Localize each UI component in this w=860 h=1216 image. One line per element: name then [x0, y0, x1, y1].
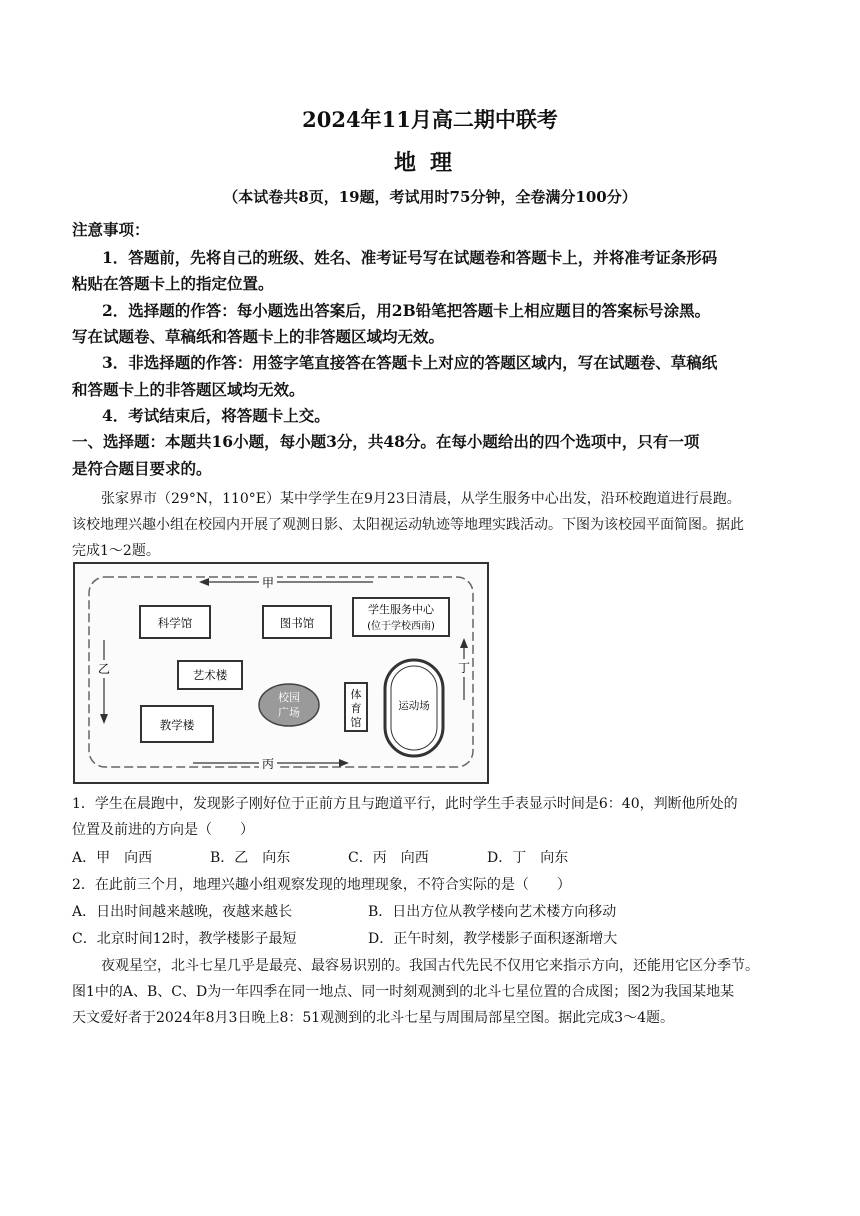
passage-line: 该校地理兴趣小组在校园内开展了观测日影、太阳视运动轨迹等地理实践活动。下图为该校园平面简图。据此 [72, 517, 744, 533]
notice-line: 2．选择题的作答：每小题选出答案后，用2B铅笔把答题卡上相应题目的答案标号涂黑。 [102, 301, 711, 320]
campus-plaza-label: 广场 [278, 706, 300, 719]
passage-line: 张家界市（29°N，110°E）某中学学生在9月23日清晨，从学生服务中心出发，沿环校跑道进行晨跑。 [101, 491, 741, 507]
question-1-stem: 位置及前进的方向是（ ） [72, 822, 254, 838]
notice-line: 1．答题前，先将自己的班级、姓名、准考证号写在试题卷和答题卡上，并将准考证条形码 [102, 248, 718, 267]
exam-title: 2024年11月高二期中联考 [302, 107, 558, 132]
question-1-stem: 1．学生在晨跑中，发现影子刚好位于正前方且与跑道平行，此时学生手表显示时间是6：40，判断他所处的 [72, 796, 738, 812]
question-1-option-a[interactable]: A．甲 向西 [72, 850, 153, 866]
sports-field-label: 运动场 [398, 700, 430, 712]
subject-title: 地理 [393, 150, 466, 176]
notice-line: 3．非选择题的作答：用签字笔直接答在答题卡上对应的答题区域内，写在试题卷、草稿纸 [102, 353, 718, 372]
section-heading: 一、选择题：本题共16小题，每小题3分，共48分。在每小题给出的四个选项中，只有一项 [72, 432, 700, 451]
notice-line: 写在试题卷、草稿纸和答题卡上的非答题区域均无效。 [72, 327, 445, 346]
question-1-option-c[interactable]: C．丙 向西 [348, 850, 429, 866]
passage-line: 图1中的A、B、C、D为一年四季在同一地点、同一时刻观测到的北斗七星位置的合成图；图2为我国某地某 [72, 984, 735, 1000]
question-1-option-b[interactable]: B．乙 向东 [210, 850, 291, 866]
building-library-label: 图书馆 [279, 616, 315, 630]
campus-plaza-label: 校园 [278, 691, 300, 704]
passage-line: 夜观星空，北斗七星几乎是最亮、最容易识别的。我国古代先民不仅用它来指示方向，还能用它区分季节。 [101, 958, 759, 974]
campus-map [73, 562, 489, 784]
notice-line: 4．考试结束后，将答题卡上交。 [102, 406, 330, 425]
question-2-option-a[interactable]: A．日出时间越来越晚，夜越来越长 [72, 904, 293, 920]
notice-line: 和答题卡上的非答题区域均无效。 [72, 380, 305, 399]
question-2-option-d[interactable]: D．正午时刻，教学楼影子面积逐渐增大 [368, 931, 618, 947]
building-gym-label: 体 [350, 688, 362, 701]
section-heading: 是符合题目要求的。 [72, 459, 212, 478]
building-gym-label: 育 [350, 702, 362, 715]
path-label-bing: 丙 [261, 757, 275, 771]
question-2-stem: 2．在此前三个月，地理兴趣小组观察发现的地理现象，不符合实际的是（ ） [72, 877, 571, 893]
question-2-option-b[interactable]: B．日出方位从教学楼向艺术楼方向移动 [368, 904, 617, 920]
exam-info: （本试卷共8页，19题，考试用时75分钟，全卷满分100分） [223, 188, 637, 206]
passage-line: 完成1～2题。 [72, 543, 160, 559]
building-service-center-label: 学生服务中心 [368, 603, 434, 616]
building-science-label: 科学馆 [157, 616, 193, 630]
passage-line: 天文爱好者于2024年8月3日晚上8：51观测到的北斗七星与周围局部星空图。据此完成3～4题。 [72, 1010, 674, 1026]
question-2-option-c[interactable]: C．北京时间12时，教学楼影子最短 [72, 931, 297, 947]
building-art-label: 艺术楼 [192, 668, 228, 682]
path-label-yi: 乙 [97, 662, 111, 676]
path-label-ding: 丁 [457, 661, 471, 675]
path-label-jia: 甲 [261, 576, 275, 590]
building-teaching-label: 教学楼 [159, 718, 195, 732]
building-service-center-note: (位于学校西南) [367, 621, 435, 632]
building-gym-label: 馆 [350, 716, 362, 729]
question-1-option-d[interactable]: D．丁 向东 [487, 850, 569, 866]
notice-heading: 注意事项： [72, 220, 150, 239]
notice-line: 粘贴在答题卡上的指定位置。 [72, 274, 274, 293]
